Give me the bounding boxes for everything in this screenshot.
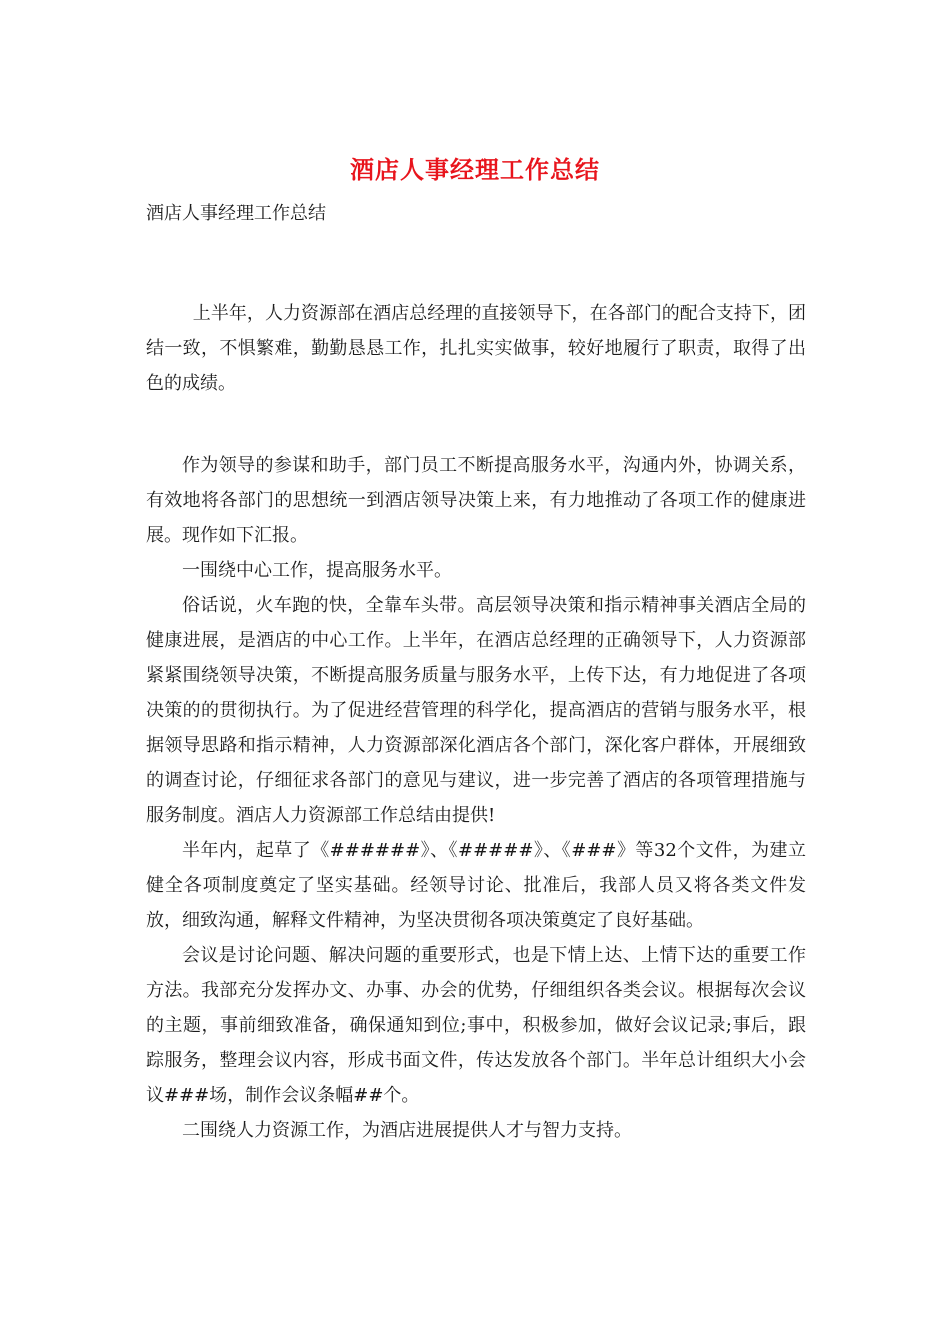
document-title: 酒店人事经理工作总结 <box>350 155 600 184</box>
paragraph-gap <box>146 401 806 448</box>
paragraph-meetings: 会议是讨论问题、解决问题的重要形式，也是下情上达、上情下达的重要工作方法。我部充分发挥办文、办事、办会的优势，仔细组织各类会议。根据每次会议的主题，事前细致准备，确保通知到位;事中，积极参加，做好会议记录;事后，跟踪服务，整理会议内容，形成书面文件，传达发放各个部门。半年总计组织大小会议###场，制作会议条幅##个。 <box>146 945 806 1106</box>
paragraph-intro: 上半年，人力资源部在酒店总经理的直接领导下，在各部门的配合支持下，团结一致，不惧繁难，勤勤恳恳工作，扎扎实实做事，较好地履行了职责，取得了出色的成绩。 <box>146 303 806 394</box>
document-subtitle: 酒店人事经理工作总结 <box>146 203 326 224</box>
paragraph-role: 作为领导的参谋和助手，部门员工不断提高服务水平，沟通内外，协调关系，有效地将各部门的思想统一到酒店领导决策上来，有力地推动了各项工作的健康进展。现作如下汇报。 <box>146 455 806 546</box>
section-heading-1: 一围绕中心工作，提高服务水平。 <box>182 560 452 581</box>
section-heading-2: 二围绕人力资源工作，为酒店进展提供人才与智力支持。 <box>182 1120 632 1141</box>
document-body <box>146 296 806 1148</box>
paragraph-documents: 半年内，起草了《######》、《#####》、《###》等32个文件，为建立健全各项制度奠定了坚实基础。经领导讨论、批准后，我部人员又将各类文件发放，细致沟通，解释文件精神，为坚决贯彻各项决策奠定了良好基础。 <box>146 840 806 931</box>
paragraph-leadership: 俗话说，火车跑的快，全靠车头带。高层领导决策和指示精神事关酒店全局的健康进展，是酒店的中心工作。上半年，在酒店总经理的正确领导下，人力资源部紧紧围绕领导决策，不断提高服务质量与服务水平，上传下达，有力地促进了各项决策的的贯彻执行。为了促进经营管理的科学化，提高酒店的营销与服务水平，根据领导思路和指示精神，人力资源部深化酒店各个部门，深化客户群体，开展细致的调查讨论，仔细征求各部门的意见与建议，进一步完善了酒店的各项管理措施与服务制度。酒店人力资源部工作总结由提供! <box>146 595 806 826</box>
